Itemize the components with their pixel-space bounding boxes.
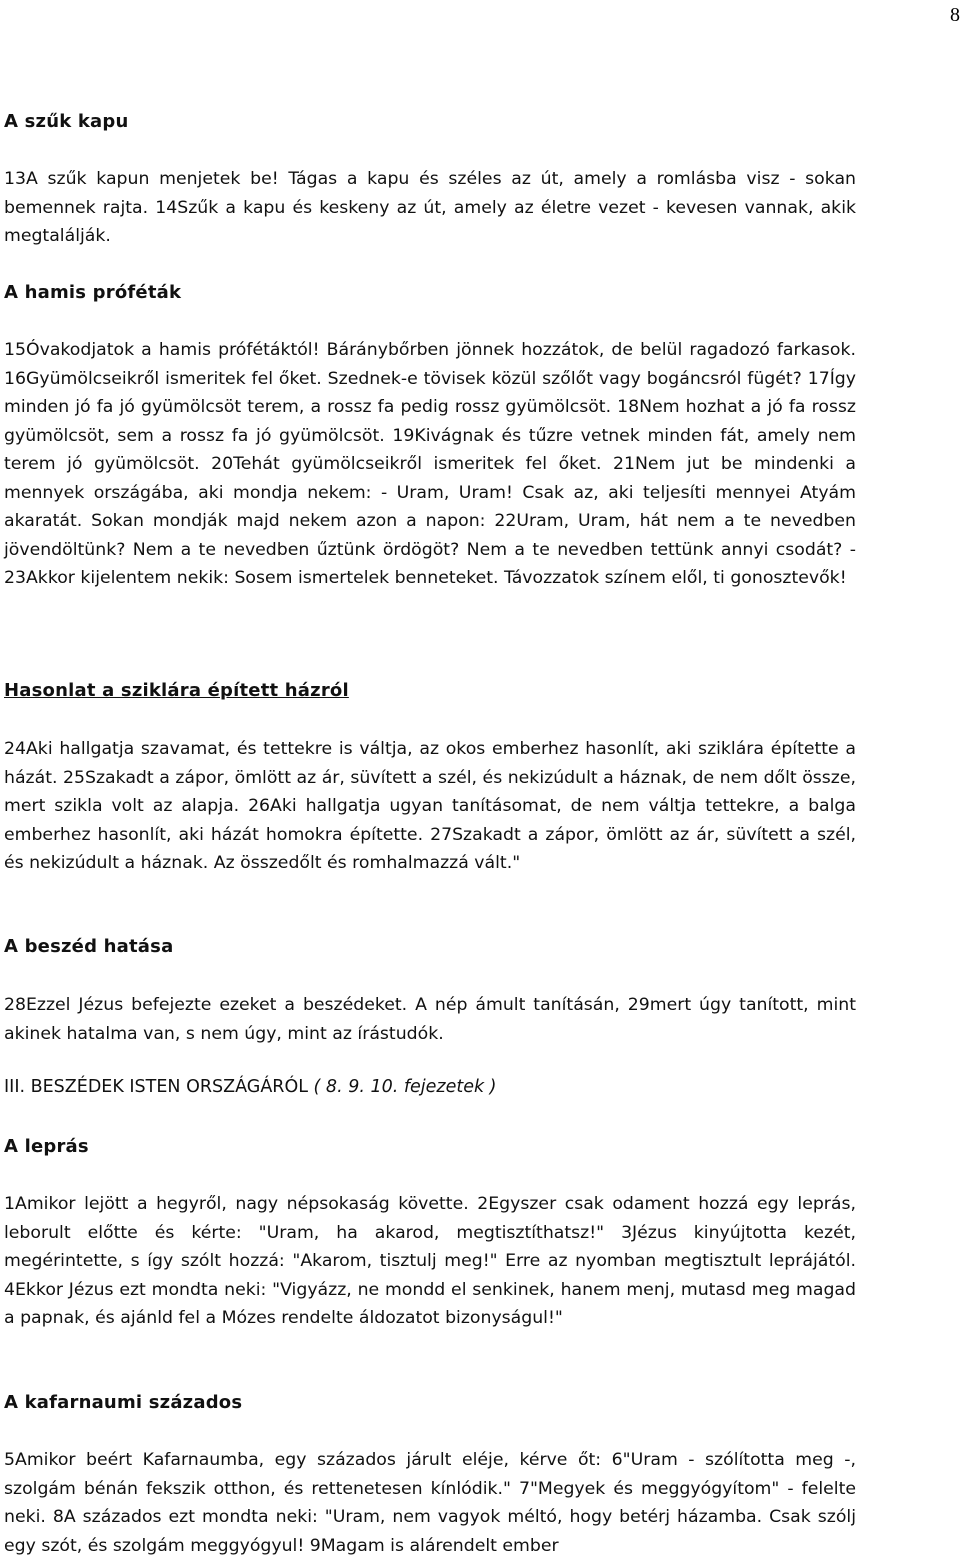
paragraph-hamis-profetak: 15Óvakodjatok a hamis prófétáktól! Báránybőrben jönnek hozzátok, de belül ragadozó farkasok. 16Gyümölcseikről ismeritek fel őket. Szednek-e tövisek közül szőlőt vagy bogáncsról fügét? 17Így minden jó fa jó gyümölcsöt terem, a rossz fa pedig rossz gyümölcsöt. 18Nem hozhat a jó fa rossz gyümölcsöt, sem a rossz fa jó gyümölcsöt. 19Kivágnak és tűzre vetnek minden fát, amely nem terem jó gyümölcsöt. 20Tehát gyümölcseikről ismeritek fel őket. 21Nem jut be mindenki a mennyek országába, aki mondja nekem: - Uram, Uram! Csak az, aki teljesíti mennyei Atyám akaratát. Sokan mondják majd nekem azon a napon: 22Uram, Uram, hát nem a te nevedben jövendöltünk? Nem a te nevedben űztünk ördögöt? Nem a te nevedben tettünk annyi csodát? - 23Akkor kijelentem nekik: Sosem ismertelek benneteket. Távozzatok színem elől, ti gonosztevők! (4, 340, 856, 588)
page-number: 8 (950, 4, 960, 26)
paragraph-hasonlat: 24Aki hallgatja szavamat, és tettekre is váltja, az okos emberhez hasonlít, aki sziklára építette a házát. 25Szakadt a zápor, ömlött az ár, süvített a szél, és nekizúdult a háznak, de nem dőlt össze, mert szikla volt az alapja. 26Aki hallgatja ugyan tanításomat, de nem váltja tettekre, a balga emberhez hasonlít, aki házát homokra építette. 27Szakadt a zápor, ömlött az ár, süvített a szél, és nekizúdult a háznak. Az összedőlt és romhalmazzá vált." (4, 739, 856, 873)
section-title-hasonlat: Hasonlat a sziklára épített házról (4, 680, 349, 701)
chapter-heading-main: III. BESZÉDEK ISTEN ORSZÁGÁRÓL (4, 1077, 314, 1097)
section-title-szuk-kapu: A szűk kapu (4, 111, 129, 132)
paragraph-lepras: 1Amikor lejött a hegyről, nagy népsokaság követte. 2Egyszer csak odament hozzá egy leprás, leborult előtte és kérte: "Uram, ha akarod, megtisztíthatsz!" 3Jézus kinyújtotta kezét, megérintette, s így szólt hozzá: "Akarom, tisztulj meg!" Erre az nyomban megtisztult leprájától. 4Ekkor Jézus ezt mondta neki: "Vigyázz, ne mondd el senkinek, hanem menj, mutasd meg magad a papnak, és ajánld fel a Mózes rendelte áldozatot bizonyságul!" (4, 1194, 856, 1328)
paragraph-kafarnaumi-szazados: 5Amikor beért Kafarnaumba, egy százados járult eléje, kérve őt: 6"Uram - szólította meg -, szolgám bénán fekszik otthon, és rettenetesen kínlódik." 7"Megyek és meggyógyítom" - felelte neki. 8A százados ezt mondta neki: "Uram, nem vagyok méltó, hogy betérj házamba. Csak szólj egy szót, és szolgám meggyógyul! 9Magam is alárendelt ember (4, 1450, 856, 1556)
section-title-lepras: A leprás (4, 1136, 89, 1157)
section-title-kafarnaumi-szazados: A kafarnaumi százados (4, 1392, 243, 1413)
paragraph-szuk-kapu: 13A szűk kapun menjetek be! Tágas a kapu és széles az út, amely a romlásba visz - sokan bemennek rajta. 14Szűk a kapu és keskeny az út, amely az életre vezet - kevesen vannak, akik megtalálják. (4, 169, 856, 246)
section-title-beszed-hatasa: A beszéd hatása (4, 936, 174, 957)
section-title-hamis-profetak: A hamis próféták (4, 282, 182, 303)
chapter-heading (4, 1077, 497, 1097)
paragraph-beszed-hatasa: 28Ezzel Jézus befejezte ezeket a beszédeket. A nép ámult tanításán, 29mert úgy tanított, mint akinek hatalma van, s nem úgy, mint az írástudók. (4, 995, 856, 1044)
chapter-heading-italic: ( 8. 9. 10. fejezetek ) (313, 1077, 497, 1097)
